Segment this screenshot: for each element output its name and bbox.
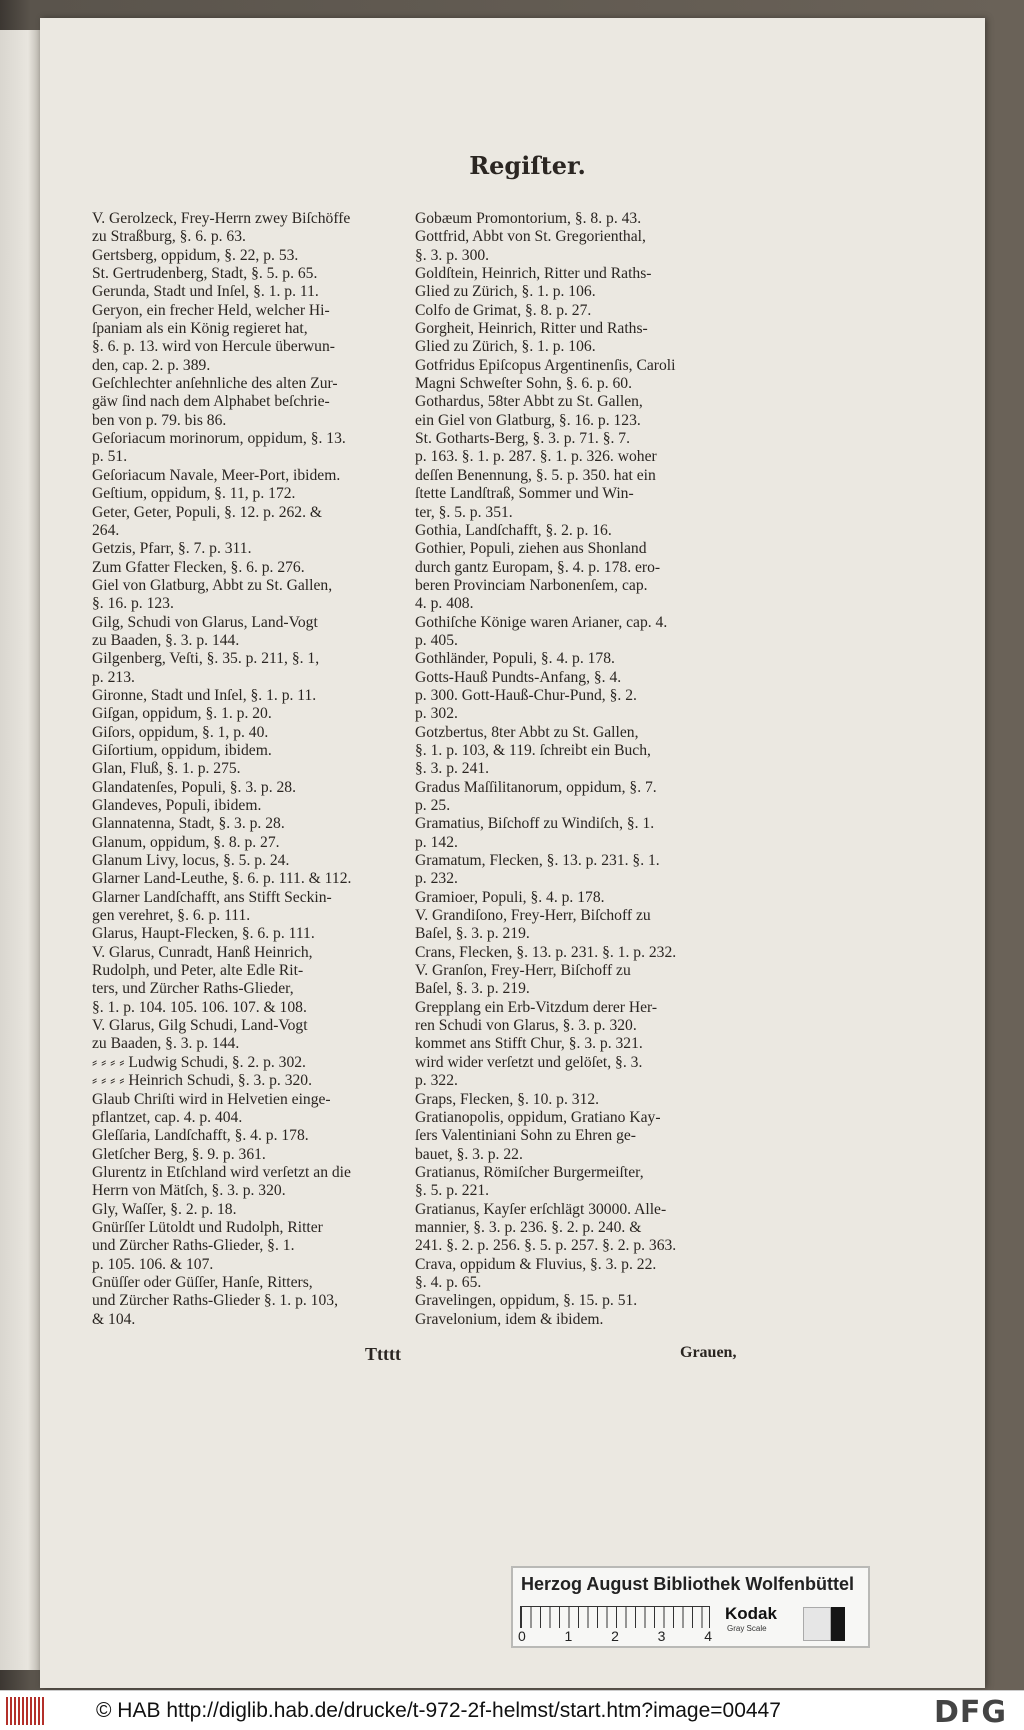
dfg-logo: DFG — [934, 1695, 1008, 1730]
index-entry: Giſors, oppidum, §. 1, p. 40. — [92, 723, 269, 741]
index-entry: V. Glarus, Cunradt, Hanß Heinrich, Rudolph, und Peter, alte Edle Rit- ters, und Zürcher Raths-Glieder, §. 1. p. 104. 105. 106. 107. & 108. — [92, 943, 313, 1016]
barcode-icon — [6, 1697, 44, 1725]
index-entry: Geſoriacum Navale, Meer-Port, ibidem. — [92, 466, 341, 484]
index-entry: Gratianopolis, oppidum, Gratiano Kay- ſers Valentiniani Sohn zu Ehren ge- bauet, §. 3. p. 22. — [415, 1108, 661, 1163]
gray-swatch-light — [803, 1607, 831, 1641]
ruler-numbers — [518, 1628, 718, 1644]
index-entry: Gly, Waſſer, §. 2. p. 18. — [92, 1200, 237, 1218]
index-entry: Grepplang ein Erb-Vitzdum derer Her- ren Schudi von Glarus, §. 3. p. 320. kommet ans Stifft Chur, §. 3. p. 321. wird wider verſetzt und gelöſet, §. 3. p. 322. — [415, 998, 658, 1090]
brand-label: Kodak — [725, 1604, 777, 1623]
index-entry: Crans, Flecken, §. 13. p. 231. §. 1. p. 232. — [415, 943, 677, 961]
index-entry: Gottfrid, Abbt von St. Gregorienthal, §. 3. p. 300. — [415, 228, 646, 264]
index-entry: Glarner Land-Leuthe, §. 6. p. 111. & 112. — [92, 870, 352, 888]
index-entry: V. Grandiſono, Frey-Herr, Biſchoff zu Baſel, §. 3. p. 219. — [415, 907, 651, 943]
right-column — [415, 210, 760, 1329]
index-entry: Geryon, ein frecher Held, welcher Hi- ſpaniam als ein König regieret hat, §. 6. p. 13. wird von Hercule überwun- den, cap. 2. p. 389. — [92, 301, 335, 374]
index-entry: Gramatum, Flecken, §. 13. p. 231. §. 1. p. 232. — [415, 852, 660, 888]
index-entry: Gothier, Populi, ziehen aus Shonland durch gantz Europam, §. 4. p. 178. ero- beren Provinciam Narbonenſem, cap. 4. p. 408. — [415, 540, 661, 613]
index-entry: Glannatenna, Stadt, §. 3. p. 28. — [92, 815, 285, 833]
index-entry: Gilgenberg, Veſti, §. 35. p. 211, §. 1, p. 213. — [92, 650, 320, 686]
index-entry: Gnüſſer oder Güſſer, Hanſe, Ritters, und Zürcher Raths-Glieder §. 1. p. 103, & 104. — [92, 1273, 338, 1328]
ruler-number: 4 — [704, 1628, 712, 1644]
index-entry: Gradus Maſſilitanorum, oppidum, §. 7. p. 25. — [415, 778, 657, 814]
index-entry: Gravelingen, oppidum, §. 15. p. 51. — [415, 1292, 638, 1310]
index-entry: Zum Gfatter Flecken, §. 6. p. 276. — [92, 558, 305, 576]
index-entry: Glan, Fluß, §. 1. p. 275. — [92, 760, 241, 778]
ruler-number: 0 — [518, 1628, 526, 1644]
index-entry: Geſchlechter anſehnliche des alten Zur- gäw ſind nach dem Alphabet beſchrie- ben von p. 79. bis 86. — [92, 375, 338, 429]
viewer-footer — [0, 1690, 1024, 1730]
gray-scale-label: Gray Scale — [727, 1624, 767, 1633]
index-entry: Giel von Glatburg, Abbt zu St. Gallen, §. 16. p. 123. — [92, 576, 333, 613]
catchword: Grauen, — [680, 1344, 737, 1361]
index-entry: Gratianus, Kayſer erſchlägt 30000. Alle- mannier, §. 3. p. 236. §. 2. p. 240. & 241. §. 2. p. 256. §. 5. p. 257. §. 2. p. 363. — [415, 1200, 677, 1255]
index-entry: Gravelonium, idem & ibidem. — [415, 1310, 604, 1328]
color-calibration-card — [511, 1566, 870, 1648]
index-entry: Gletſcher Berg, §. 9. p. 361. — [92, 1145, 266, 1163]
book-page — [40, 18, 985, 1688]
adjacent-page-edge — [0, 30, 40, 1670]
index-entry: Gorgheit, Heinrich, Ritter und Raths- Glied zu Zürich, §. 1. p. 106. — [415, 320, 648, 356]
index-entry: St. Gertrudenberg, Stadt, §. 5. p. 65. — [92, 265, 318, 283]
index-entry: Glaub Chriſti wird in Helvetien einge- pflantzet, cap. 4. p. 404. — [92, 1090, 331, 1126]
measurement-ruler — [520, 1606, 710, 1628]
source-link[interactable]: © HAB http://diglib.hab.de/drucke/t-972-2f-helmst/start.htm?image=00447 — [96, 1699, 781, 1722]
index-entry: Gothardus, 58ter Abbt zu St. Gallen, ein Giel von Glatburg, §. 16. p. 123. — [415, 393, 643, 429]
index-entry: Gertsberg, oppidum, §. 22, p. 53. — [92, 246, 299, 264]
index-entry: Gotfridus Epiſcopus Argentinenſis, Caroli Magni Schweſter Sohn, §. 6. p. 60. — [415, 356, 676, 393]
index-entry: Glandatenſes, Populi, §. 3. p. 28. — [92, 778, 296, 796]
index-entry: Gothiſche Könige waren Arianer, cap. 4. p. 405. — [415, 613, 668, 649]
ruler-number: 3 — [657, 1628, 666, 1644]
signature-mark: Ttttt — [365, 1344, 401, 1364]
index-entry: Gilg, Schudi von Glarus, Land-Vogt zu Baaden, §. 3. p. 144. — [92, 613, 318, 649]
index-entry: Giſgan, oppidum, §. 1. p. 20. — [92, 705, 272, 723]
index-entry: Geſoriacum morinorum, oppidum, §. 13. p. 51. — [92, 430, 346, 466]
index-entry: Graps, Flecken, §. 10. p. 312. — [415, 1090, 600, 1108]
index-entry: Goldſtein, Heinrich, Ritter und Raths- Glied zu Zürich, §. 1. p. 106. — [415, 265, 652, 301]
index-entry: Gnürſſer Lütoldt und Rudolph, Ritter und Zürcher Raths-Glieder, §. 1. p. 105. 106. & 107. — [92, 1218, 323, 1273]
index-entry: Gramatius, Biſchoff zu Windiſch, §. 1. p. 142. — [415, 815, 655, 851]
index-entry: Gotzbertus, 8ter Abbt zu St. Gallen, §. 1. p. 103, & 119. ſchreibt ein Buch, §. 3. p. 241. — [415, 723, 651, 778]
index-entry: ⸗ ⸗ ⸗ ⸗ Heinrich Schudi, §. 3. p. 320. — [92, 1072, 313, 1090]
index-entry: Colfo de Grimat, §. 8. p. 27. — [415, 301, 592, 319]
index-entry: V. Gerolzeck, Frey-Herrn zwey Biſchöffe zu Straßburg, §. 6. p. 63. — [92, 210, 351, 246]
index-entry: Gothia, Landſchafft, §. 2. p. 16. — [415, 521, 612, 539]
index-entry: Gothländer, Populi, §. 4. p. 178. — [415, 650, 615, 668]
index-entry: V. Granſon, Frey-Herr, Biſchoff zu Baſel, §. 3. p. 219. — [415, 962, 631, 998]
index-entry: Gironne, Stadt und Inſel, §. 1. p. 11. — [92, 686, 317, 704]
index-entry: St. Gotharts-Berg, §. 3. p. 71. §. 7. p. 163. §. 1. p. 287. §. 1. p. 326. woher deſſen Benennung, §. 5. p. 350. hat ein ſtette Landſtraß, Sommer und Win- ter, §. 5. p. 351. — [415, 430, 657, 521]
index-entry: Gramioer, Populi, §. 4. p. 178. — [415, 888, 605, 906]
page-title: Regiſter. — [469, 151, 586, 180]
library-name: Herzog August Bibliothek Wolfenbüttel — [521, 1574, 854, 1594]
index-entry: Gotts-Hauß Pundts-Anfang, §. 4. p. 300. Gott-Hauß-Chur-Pund, §. 2. p. 302. — [415, 668, 637, 723]
index-entry: Glandeves, Populi, ibidem. — [92, 797, 262, 814]
index-entry: Gobæum Promontorium, §. 8. p. 43. — [415, 210, 642, 227]
index-entry: Giſortium, oppidum, ibidem. — [92, 741, 272, 759]
index-entry: Glarner Landſchafft, ans Stifft Seckin- gen verehret, §. 6. p. 111. — [92, 888, 332, 925]
ruler-number: 1 — [564, 1628, 573, 1644]
ruler-number: 2 — [611, 1628, 619, 1644]
index-entry: V. Glarus, Gilg Schudi, Land-Vogt zu Baaden, §. 3. p. 144. — [92, 1017, 308, 1053]
index-entry: Geter, Geter, Populi, §. 12. p. 262. & 264. — [92, 503, 323, 539]
left-column — [92, 210, 410, 1329]
index-entry: Geſtium, oppidum, §. 11, p. 172. — [92, 485, 296, 503]
index-entry: Gratianus, Römiſcher Burgermeiſter, §. 5. p. 221. — [415, 1163, 644, 1200]
index-entry: Getzis, Pfarr, §. 7. p. 311. — [92, 540, 252, 558]
index-entry: ⸗ ⸗ ⸗ ⸗ Ludwig Schudi, §. 2. p. 302. — [92, 1053, 306, 1071]
index-entry: Gerunda, Stadt und Inſel, §. 1. p. 11. — [92, 283, 319, 301]
index-entry: Glanum Livy, locus, §. 5. p. 24. — [92, 852, 290, 870]
index-entry: Crava, oppidum & Fluvius, §. 3. p. 22. §. 4. p. 65. — [415, 1255, 657, 1291]
index-entry: Gleſſaria, Landſchafft, §. 4. p. 178. — [92, 1127, 309, 1145]
index-entry: Glarus, Haupt-Flecken, §. 6. p. 111. — [92, 925, 315, 943]
gray-swatch-dark — [831, 1607, 845, 1641]
index-entry: Glurentz in Etſchland wird verſetzt an die Herrn von Mätſch, §. 3. p. 320. — [92, 1163, 351, 1200]
index-entry: Glanum, oppidum, §. 8. p. 27. — [92, 833, 280, 851]
